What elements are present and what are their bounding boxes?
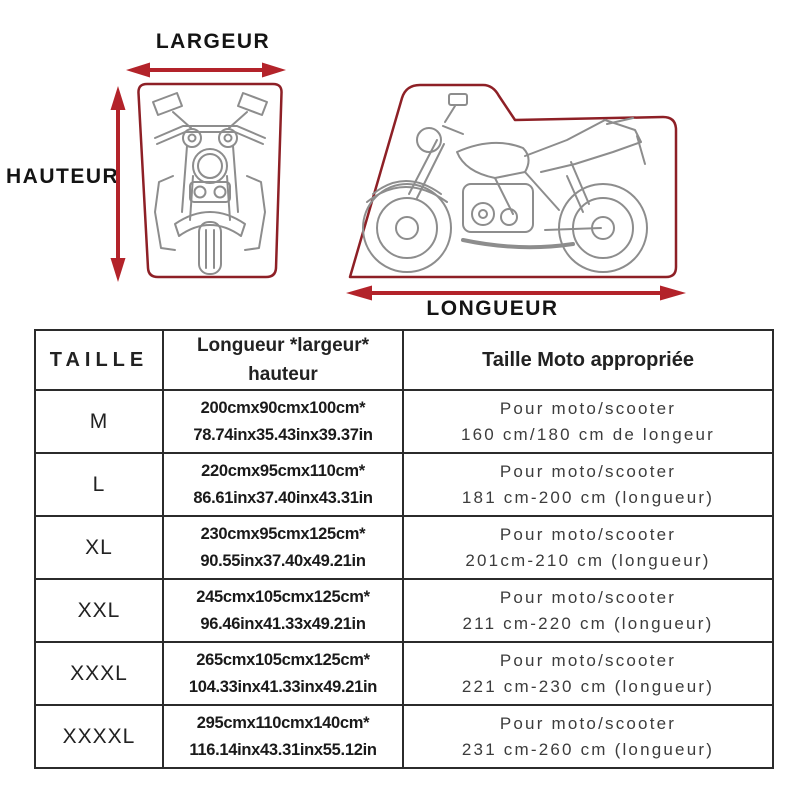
fit-line2: 211 cm-220 cm (longueur) [462, 613, 714, 633]
size-label: L [35, 453, 163, 516]
moto-side-view-diagram [345, 80, 685, 280]
dim-cm: 220cmx95cmx110cm* [201, 461, 365, 480]
dimensions-cell [163, 516, 403, 579]
fit-line2: 231 cm-260 cm (longueur) [461, 739, 715, 759]
size-label: XXL [35, 579, 163, 642]
largeur-arrow-icon [126, 61, 286, 79]
longueur-label: LONGUEUR [426, 297, 559, 320]
table-row-xxxxl [35, 705, 773, 768]
dim-in: 104.33inx41.33inx49.21in [188, 677, 378, 696]
size-label: XXXL [35, 642, 163, 705]
header-size: TAILLE [35, 330, 163, 390]
dim-cm: 265cmx105cmx125cm* [196, 650, 370, 669]
dimensions-cell [163, 390, 403, 453]
fit-line2: 181 cm-200 cm (longueur) [461, 487, 715, 507]
fit-line1: Pour moto/scooter [499, 524, 677, 544]
dim-cm: 295cmx110cmx140cm* [196, 713, 370, 732]
fit-line2: 201cm-210 cm (longueur) [465, 550, 711, 570]
dim-in: 116.14inx43.31inx55.12in [189, 740, 377, 759]
table-row-xxl [35, 579, 773, 642]
largeur-label: LARGEUR [155, 30, 271, 53]
fit-line2: 221 cm-230 cm (longueur) [461, 676, 715, 696]
table-row-m [35, 390, 773, 453]
dimensions-cell [163, 453, 403, 516]
fit-cell [403, 390, 773, 453]
fit-line1: Pour moto/scooter [499, 398, 677, 418]
dim-in: 86.61inx37.40inx43.31in [193, 488, 373, 507]
fit-cell [403, 705, 773, 768]
dimensions-cell [163, 642, 403, 705]
fit-line2: 160 cm/180 cm de longeur [460, 424, 716, 444]
dim-cm: 245cmx105cmx125cm* [196, 587, 370, 606]
fit-cell [403, 642, 773, 705]
size-label: XL [35, 516, 163, 579]
dimensions-cell [163, 705, 403, 768]
fit-cell [403, 579, 773, 642]
fit-cell [403, 453, 773, 516]
table-row-xxxl [35, 642, 773, 705]
dim-in: 96.46inx41.33x49.21in [200, 614, 366, 633]
size-table [34, 329, 774, 769]
table-row-xl [35, 516, 773, 579]
size-label: XXXXL [35, 705, 163, 768]
header-dimensions-line2: hauteur [248, 364, 318, 385]
dim-in: 90.55inx37.40x49.21in [200, 551, 366, 570]
header-dimensions [163, 330, 403, 390]
dimensions-cell [163, 579, 403, 642]
dim-cm: 200cmx90cmx100cm* [200, 398, 366, 417]
fit-line1: Pour moto/scooter [499, 587, 677, 607]
fit-line1: Pour moto/scooter [499, 713, 677, 733]
size-label: M [35, 390, 163, 453]
table-header-row [35, 330, 773, 390]
dim-cm: 230cmx95cmx125cm* [200, 524, 366, 543]
fit-line1: Pour moto/scooter [499, 650, 677, 670]
hauteur-label: HAUTEUR [6, 165, 120, 188]
dim-in: 78.74inx35.43inx39.37in [193, 425, 373, 444]
fit-line1: Pour moto/scooter [499, 461, 677, 481]
table-row-l [35, 453, 773, 516]
fit-cell [403, 516, 773, 579]
moto-front-view-diagram [115, 80, 285, 280]
header-fit: Taille Moto appropriée [403, 330, 773, 390]
header-dimensions-line1: Longueur *largeur* [196, 335, 370, 356]
